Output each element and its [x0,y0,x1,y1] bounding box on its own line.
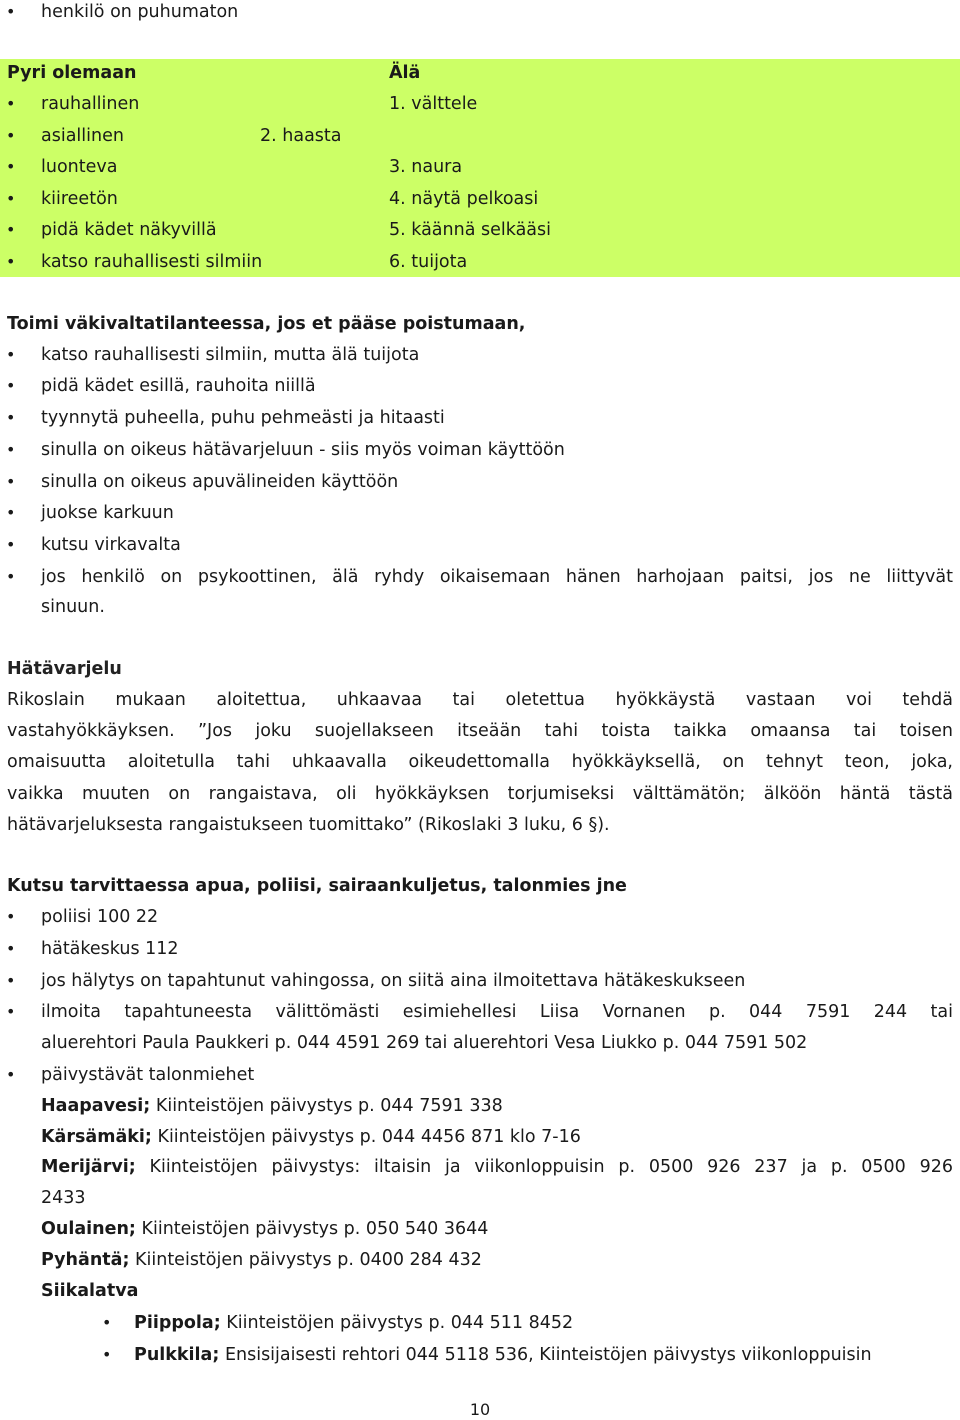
janitor-cont: 2433 [41,1188,86,1208]
sub-place: Piippola; [134,1313,221,1333]
bullet-dot: • [6,189,16,208]
janitor-place: Oulainen; [41,1219,136,1239]
self-defense-last-line: hätävarjeluksesta rangaistukseen tuomittako” (Rikoslaki 3 luku, 6 §). [7,815,610,835]
janitor-text: Kiinteistöjen päivystys: iltaisin ja viikonloppuisin p. 0500 926 237 ja p. 0500 926 [135,1157,953,1177]
report-line: ilmoita tapahtuneesta välittömästi esimiehellesi Liisa Vornanen p. 044 7591 244 tai [41,1002,953,1022]
self-defense-line: vaikka muuten on rangaistava, oli hyökkäyksen torjumiseksi välttämätön; älköön häntä tästä [7,784,953,804]
bullet-dot: • [6,157,16,176]
sub-text: Kiinteistöjen päivystys p. 044 511 8452 [220,1313,574,1333]
right-item: 3. naura [389,157,463,177]
left-item: rauhallinen [41,94,140,114]
violence-item: jos henkilö on psykoottinen, älä ryhdy oikaisemaan hänen harhojaan paitsi, jos ne liittyvät [41,567,953,587]
left-item: luonteva [41,157,118,177]
sub-line [134,1313,573,1333]
right-item: 5. käännä selkääsi [389,220,552,240]
violence-item: katso rauhallisesti silmiin, mutta älä tuijota [41,345,420,365]
bullet-dot: • [102,1345,112,1364]
self-defense-line: vastahyökkäyksen. ”Jos joku suojellakseen itseään tahi toista taikka omaansa tai toisen [7,721,953,741]
janitors-label: päivystävät talonmiehet [41,1065,255,1085]
janitor-line [41,1127,581,1147]
violence-item: sinulla on oikeus hätävarjeluun - siis myös voiman käyttöön [41,440,565,460]
violence-item-cont: sinuun. [41,597,105,617]
bullet-dot: • [6,2,16,21]
green-box [0,59,960,277]
janitor-text: Kiinteistöjen päivystys p. 044 4456 871 klo 7-16 [151,1127,581,1147]
violence-heading: Toimi väkivaltatilanteessa, jos et pääse poistumaan, [7,314,526,334]
left-item: asiallinen [41,126,124,146]
left-item: pidä kädet näkyvillä [41,220,217,240]
bullet-dot: • [6,220,16,239]
left-heading: Pyri olemaan [7,63,137,83]
bullet-dot: • [6,1065,16,1084]
help-item: poliisi 100 22 [41,907,159,927]
top-bullet-text: henkilö on puhumaton [41,2,239,22]
bullet-dot: • [6,345,16,364]
bullet-dot: • [6,907,16,926]
bullet-dot: • [6,126,16,145]
janitor-place: Kärsämäki; [41,1127,152,1147]
bullet-dot: • [6,472,16,491]
bullet-dot: • [6,567,16,586]
left-item: kiireetön [41,189,118,209]
help-item: hätäkeskus 112 [41,939,179,959]
right-item: 4. näytä pelkoasi [389,189,539,209]
bullet-dot: • [6,535,16,554]
page-number: 10 [469,1400,491,1419]
help-heading: Kutsu tarvittaessa apua, poliisi, sairaankuljetus, talonmies jne [7,876,627,896]
bullet-dot: • [6,971,16,990]
sub-place: Pulkkila; [134,1345,220,1365]
violence-item: tyynnytä puheella, puhu pehmeästi ja hitaasti [41,408,445,428]
siikalatva-label: Siikalatva [41,1281,139,1301]
report-line: aluerehtori Paula Paukkeri p. 044 4591 269 tai aluerehtori Vesa Liukko p. 044 7591 502 [41,1033,808,1053]
bullet-dot: • [102,1313,112,1332]
sub-text: Ensisijaisesti rehtori 044 5118 536, Kiinteistöjen päivystys viikonloppuisin [219,1345,872,1365]
janitor-text: Kiinteistöjen päivystys p. 0400 284 432 [129,1250,482,1270]
janitor-place: Pyhäntä; [41,1250,130,1270]
janitor-text: Kiinteistöjen päivystys p. 050 540 3644 [135,1219,489,1239]
bullet-dot: • [6,252,16,271]
right-item: 6. tuijota [389,252,468,272]
right-item: 1. välttele [389,94,478,114]
left-item: katso rauhallisesti silmiin [41,252,263,272]
self-defense-line: omaisuutta aloitetulla tahi uhkaavalla oikeudettomalla hyökkäyksellä, on tehnyt teon, joka, [7,752,953,772]
janitor-line [41,1157,953,1177]
bullet-dot: • [6,94,16,113]
janitor-line [41,1096,503,1116]
janitor-line [41,1250,482,1270]
bullet-dot: • [6,1002,16,1021]
bullet-dot: • [6,440,16,459]
janitor-text: Kiinteistöjen päivystys p. 044 7591 338 [150,1096,503,1116]
self-defense-line: Rikoslain mukaan aloitettua, uhkaavaa tai oletettua hyökkäystä vastaan voi tehdä [7,690,953,710]
janitor-place: Haapavesi; [41,1096,151,1116]
violence-item: kutsu virkavalta [41,535,181,555]
inline-item: 2. haasta [260,126,342,146]
violence-item: juokse karkuun [41,503,174,523]
bullet-dot: • [6,939,16,958]
bullet-dot: • [6,503,16,522]
violence-item: sinulla on oikeus apuvälineiden käyttöön [41,472,399,492]
violence-item: pidä kädet esillä, rauhoita niillä [41,376,316,396]
bullet-dot: • [6,376,16,395]
bullet-dot: • [6,408,16,427]
help-item: jos hälytys on tapahtunut vahingossa, on siitä aina ilmoitettava hätäkeskukseen [41,971,746,991]
self-defense-heading: Hätävarjelu [7,659,122,679]
right-heading: Älä [389,63,421,83]
sub-line [134,1345,872,1365]
janitor-place: Merijärvi; [41,1157,136,1177]
janitor-line [41,1219,488,1239]
